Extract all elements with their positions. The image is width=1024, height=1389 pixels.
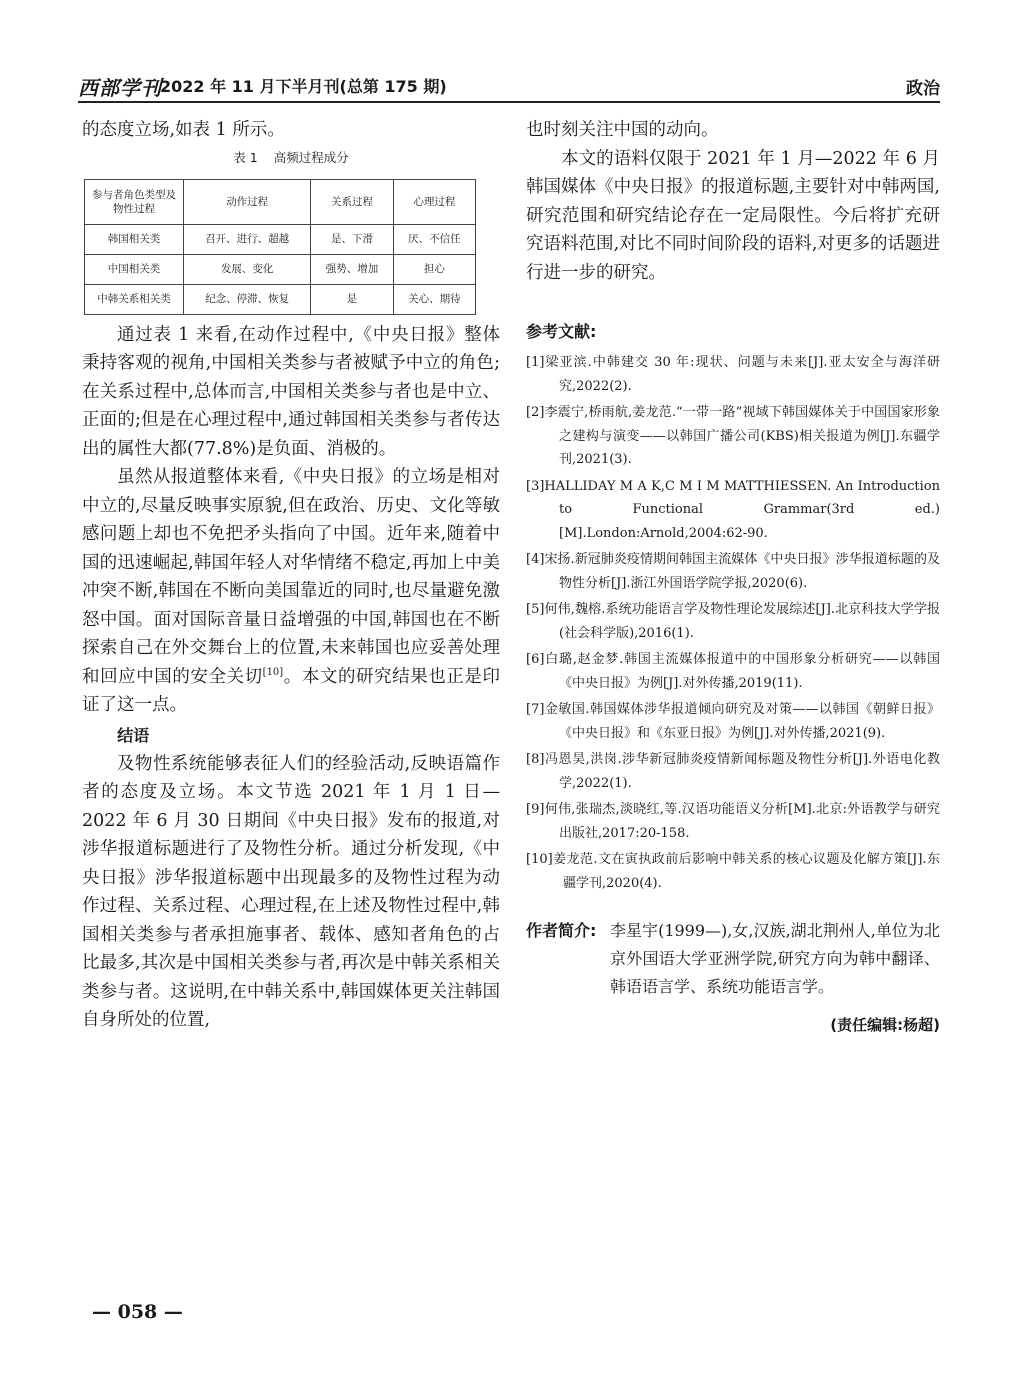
section-name: 政治 xyxy=(906,79,940,99)
paragraph: 本文的语料仅限于 2021 年 1 月—2022 年 6 月韩国媒体《中央日报》的报道标题,主要针对中韩两国,研究范围和研究结论存在一定局限性。今后将扩充研究语料范围,对比不同时间阶段的语料,对更多的话题进行进一步的研究。 xyxy=(526,148,940,283)
table-cell: 是 xyxy=(311,284,393,314)
paragraph xyxy=(82,463,500,720)
section-heading: 结语 xyxy=(117,725,150,745)
table-cell: 中国相关类 xyxy=(85,254,184,284)
table-cell: 强势、增加 xyxy=(311,254,393,284)
table-number: 表 1 xyxy=(233,149,258,165)
paragraph-text: 虽然从报道整体来看,《中央日报》的立场是相对中立的,尽量反映事实原貌,但在政治、历史、文化等敏感问题上却也不免把矛头指向了中国。近年来,随着中国的迅速崛起,韩国年轻人对华情绪不稳定,再加上中美冲突不断,韩国在不断向美国靠近的同时,也尽量避免激怒中国。面对国际音量日益增强的中国,韩国也在不断探索自己在外交舞台上的位置,未来韩国也应妥善处理和回应中国的安全关切 xyxy=(82,467,500,687)
author-bio xyxy=(526,917,940,1001)
table-row xyxy=(85,254,476,284)
reference-item: [6]白璐,赵金梦.韩国主流媒体报道中的中国形象分析研究——以韩国《中央日报》为例[J].对外传播,2019(11). xyxy=(526,652,940,691)
table-cell: 韩国相关类 xyxy=(85,224,184,254)
table-cell: 厌、不信任 xyxy=(393,224,475,254)
table-cell: 召开、进行、超越 xyxy=(184,224,311,254)
reference-list xyxy=(526,351,940,895)
table-row xyxy=(85,284,476,314)
header-rule xyxy=(78,101,940,103)
reference-item: [5]何伟,魏榕.系统功能语言学及物性理论发展综述[J].北京科技大学学报(社会科学版),2016(1). xyxy=(526,602,940,641)
reference-item: [10]姜龙范.文在寅执政前后影响中韩关系的核心议题及化解方策[J].东疆学刊,2020(4). xyxy=(526,852,940,891)
journal-logo: 西部学刊 xyxy=(78,76,162,100)
author-bio-label: 作者简介: xyxy=(526,921,597,940)
table-cell: 是、下滑 xyxy=(311,224,393,254)
right-column xyxy=(526,116,940,1040)
table-row xyxy=(85,224,476,254)
running-header xyxy=(78,72,940,100)
table-header-cell: 动作过程 xyxy=(184,179,311,224)
reference-item: [2]李震宁,桥雨航,姜龙范.“一带一路”视域下韩国媒体关于中国国家形象之建构与演变——以韩国广播公司(KBS)相关报道为例[J].东疆学刊,2021(3). xyxy=(526,405,940,467)
table-caption xyxy=(82,149,500,167)
paragraph: 的态度立场,如表 1 所示。 xyxy=(82,120,285,140)
paragraph: 及物性系统能够表征人们的经验活动,反映语篇作者的态度及立场。本文节选 2021 年 1 月 1 日—2022 年 6 月 30 日期间《中央日报》发布的报道,对涉华报道标题进行了及物性分析。通过分析发现,《中央日报》涉华报道标题中出现最多的及物性过程为动作过程、关系过程、心理过程,在上述及物性过程中,韩国相关类参与者承担施事者、载体、感知者角色的占比最多,其次是中国相关类参与者,再次是中韩关系相关类参与者。这说明,在中韩关系中,韩国媒体更关注韩国自身所处的位置, xyxy=(82,753,500,1030)
table-header-cell: 参与者角色类型及物性过程 xyxy=(85,179,184,224)
responsible-editor: (责任编辑:杨超) xyxy=(830,1016,940,1034)
references-heading: 参考文献: xyxy=(526,322,597,341)
table-header-cell: 心理过程 xyxy=(393,179,475,224)
reference-item: [1]梁亚滨.中韩建交 30 年:现状、问题与未来[J].亚太安全与海洋研究,2022(2). xyxy=(526,355,940,394)
paragraph-text: 。本文的研究结果也正是印证了这一点。 xyxy=(82,666,501,715)
table-cell: 发展、变化 xyxy=(184,254,311,284)
process-table xyxy=(84,179,476,315)
reference-item: [8]冯恩昊,洪岗.涉华新冠肺炎疫情新闻标题及物性分析[J].外语电化教学,2022(1). xyxy=(526,752,940,791)
table-cell: 担心 xyxy=(393,254,475,284)
table-cell: 纪念、停滞、恢复 xyxy=(184,284,311,314)
reference-item: [9]何伟,张瑞杰,淡晓红,等.汉语功能语义分析[M].北京:外语教学与研究出版社,2017:20-158. xyxy=(526,802,940,841)
table-header-row xyxy=(85,179,476,224)
reference-item: [3]HALLIDAY M A K,C M I M MATTHIESSEN. An Introduction to Functional Grammar(3rd ed.)[M].London:Arnold,2004:62-90. xyxy=(526,478,940,541)
reference-item: [7]金敏国.韩国媒体涉华报道倾向研究及对策——以韩国《朝鲜日报》《中央日报》和《东亚日报》为例[J].对外传播,2021(9). xyxy=(526,702,940,741)
issue-info: 2022 年 11 月下半月刊(总第 175 期) xyxy=(160,77,447,96)
author-bio-text: 李星宇(1999—),女,汉族,湖北荆州人,单位为北京外国语大学亚洲学院,研究方向为韩中翻译、韩语语言学、系统功能语言学。 xyxy=(610,921,940,996)
page-number: — 058 — xyxy=(92,1301,183,1323)
table-title: 高频过程成分 xyxy=(273,149,349,165)
table-cell: 关心、期待 xyxy=(393,284,475,314)
left-column xyxy=(82,116,500,1035)
paragraph: 通过表 1 来看,在动作过程中,《中央日报》整体秉持客观的视角,中国相关类参与者被赋予中立的角色;在关系过程中,总体而言,中国相关类参与者也是中立、正面的;但是在心理过程中,通过韩国相关类参与者传达出的属性大都(77.8%)是负面、消极的。 xyxy=(82,324,500,459)
paragraph: 也时刻关注中国的动向。 xyxy=(526,120,719,140)
table-header-cell: 关系过程 xyxy=(311,179,393,224)
reference-item: [4]宋扬.新冠肺炎疫情期间韩国主流媒体《中央日报》涉华报道标题的及物性分析[J].浙江外国语学院学报,2020(6). xyxy=(526,552,940,591)
table-cell: 中韩关系相关类 xyxy=(85,284,184,314)
citation-mark: [10] xyxy=(262,666,284,678)
